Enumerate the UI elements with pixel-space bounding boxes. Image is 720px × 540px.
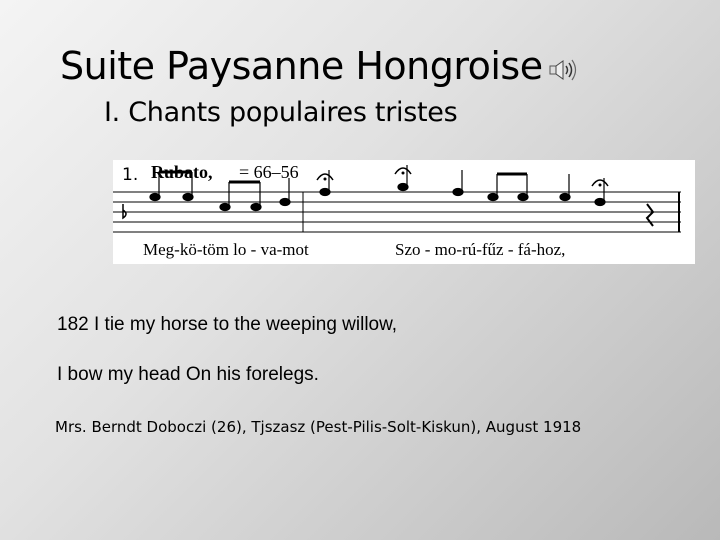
slide-title: Suite Paysanne Hongroise [60,44,543,88]
tempo-marking: Rubato, [151,162,213,182]
music-score [113,160,695,264]
source-credit: Mrs. Berndt Doboczi (26), Tjszasz (Pest-Pilis-Solt-Kiskun), August 1918 [55,418,582,436]
translation-line-1: 182 I tie my horse to the weeping willow, [57,314,398,335]
lyrics-phrase-2: Szo - mo-rú-fűz - fá-hoz, [395,240,566,259]
score-number: 1. [122,165,139,185]
metronome-marking: = 66–56 [239,162,299,182]
slide-subtitle: I. Chants populaires tristes [104,97,458,128]
lyrics-phrase-1: Meg-kö-töm lo - va-mot [143,240,309,259]
translation-line-2: I bow my head On his forelegs. [57,364,319,385]
speaker-icon[interactable] [548,58,578,82]
